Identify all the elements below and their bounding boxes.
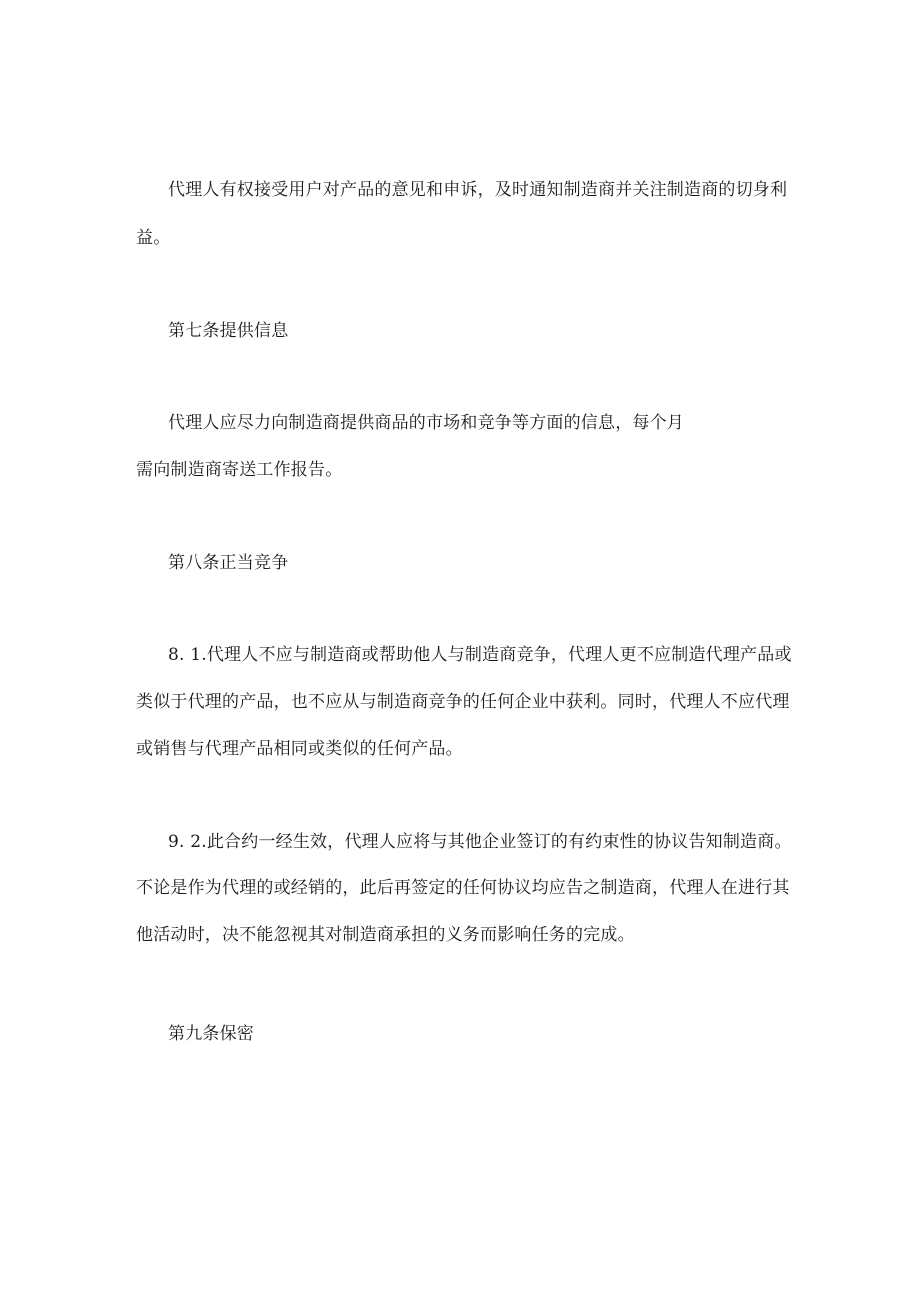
article7-heading: 第七条提供信息	[168, 321, 289, 341]
article8-clause1-line2: 类似于代理的产品，也不应从与制造商竞争的任何企业中获利。同时，代理人不应代理	[136, 692, 790, 712]
article7-line1: 代理人应尽力向制造商提供商品的市场和竞争等方面的信息，每个月	[168, 413, 684, 433]
article8-clause1-line1: 8. 1.代理人不应与制造商或帮助他人与制造商竞争，代理人更不应制造代理产品或	[168, 645, 792, 665]
article9-heading: 第九条保密	[168, 1024, 254, 1044]
para1-line1: 代理人有权接受用户对产品的意见和申诉，及时通知制造商并关注制造商的切身利	[168, 180, 788, 200]
article8-clause2-line2: 不论是作为代理的或经销的，此后再签定的任何协议均应告之制造商，代理人在进行其	[136, 878, 790, 898]
article7-line2: 需向制造商寄送工作报告。	[136, 460, 343, 480]
article8-clause1-line3: 或销售与代理产品相同或类似的任何产品。	[136, 739, 463, 759]
article8-clause2-line3: 他活动时，决不能忽视其对制造商承担的义务而影响任务的完成。	[136, 925, 635, 945]
article8-clause2-line1: 9. 2.此合约一经生效，代理人应将与其他企业签订的有约束性的协议告知制造商。	[168, 832, 792, 852]
para1-line2: 益。	[136, 228, 171, 248]
article8-heading: 第八条正当竞争	[168, 553, 289, 573]
